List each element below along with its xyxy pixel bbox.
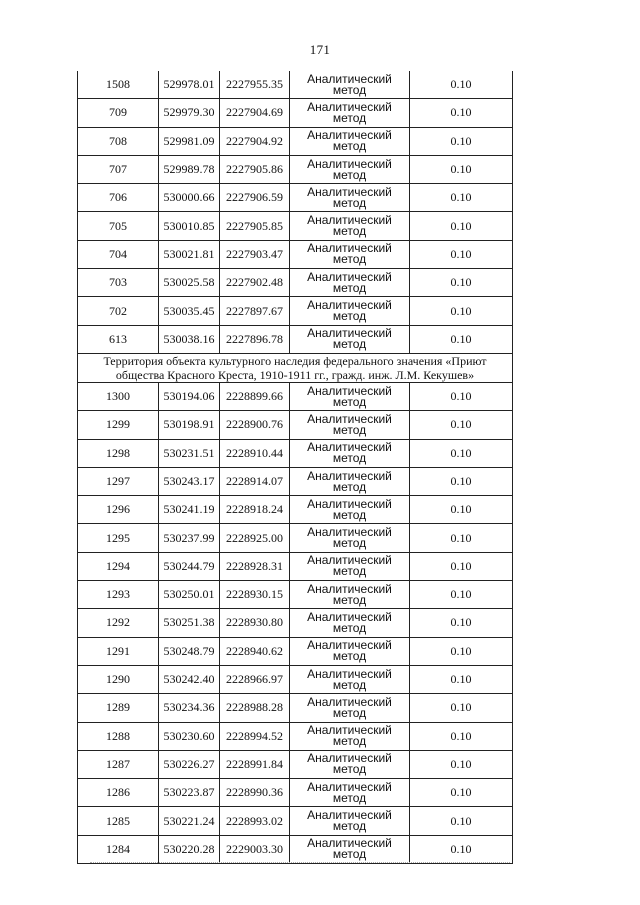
method-cell	[290, 524, 410, 552]
method-line2: метод	[332, 167, 367, 182]
method-cell	[290, 467, 410, 495]
x-coordinate-cell: 530243.17	[159, 467, 220, 495]
precision-cell: 0.10	[410, 269, 513, 297]
table-row	[78, 609, 513, 637]
table-row	[78, 240, 513, 268]
method-line1: Аналитический	[307, 383, 392, 398]
y-coordinate-cell: 2227904.69	[220, 99, 290, 127]
section-title-line2: общества Красного Креста, 1910-1911 гг., гражд. инж. Л.М. Кекушев»	[115, 367, 475, 382]
point-number-cell: 709	[78, 99, 159, 127]
table-body-bottom	[78, 382, 513, 863]
y-coordinate-cell: 2228991.84	[220, 750, 290, 778]
precision-cell: 0.10	[410, 665, 513, 693]
method-line1: Аналитический	[307, 609, 392, 624]
precision-cell: 0.10	[410, 496, 513, 524]
method-cell	[290, 439, 410, 467]
y-coordinate-cell: 2228930.80	[220, 609, 290, 637]
x-coordinate-cell: 530194.06	[159, 382, 220, 410]
method-line1: Аналитический	[307, 836, 392, 851]
x-coordinate-cell: 529978.01	[159, 71, 220, 99]
method-line1: Аналитический	[307, 666, 392, 681]
x-coordinate-cell: 529979.30	[159, 99, 220, 127]
method-line2: метод	[332, 762, 367, 777]
point-number-cell: 1300	[78, 382, 159, 410]
method-line2: метод	[332, 139, 367, 154]
y-coordinate-cell: 2228928.31	[220, 552, 290, 580]
coordinates-table	[77, 71, 513, 864]
method-line1: Аналитический	[307, 184, 392, 199]
method-line1: Аналитический	[307, 99, 392, 114]
table-row	[78, 750, 513, 778]
precision-cell: 0.10	[410, 411, 513, 439]
precision-cell: 0.10	[410, 694, 513, 722]
point-number-cell: 1285	[78, 807, 159, 835]
precision-cell: 0.10	[410, 99, 513, 127]
point-number-cell: 704	[78, 240, 159, 268]
precision-cell: 0.10	[410, 722, 513, 750]
y-coordinate-cell: 2227906.59	[220, 184, 290, 212]
point-number-cell: 1298	[78, 439, 159, 467]
table-row	[78, 439, 513, 467]
precision-cell: 0.10	[410, 127, 513, 155]
precision-cell: 0.10	[410, 184, 513, 212]
page-number: 171	[309, 42, 331, 57]
method-line2: метод	[332, 677, 367, 692]
method-cell	[290, 127, 410, 155]
y-coordinate-cell: 2228966.97	[220, 665, 290, 693]
x-coordinate-cell: 530237.99	[159, 524, 220, 552]
precision-cell: 0.10	[410, 240, 513, 268]
table-row	[78, 835, 513, 863]
point-number-cell: 1291	[78, 637, 159, 665]
method-line2: метод	[332, 224, 367, 239]
method-cell	[290, 637, 410, 665]
method-line2: метод	[332, 507, 367, 522]
method-cell	[290, 835, 410, 863]
table-row	[78, 779, 513, 807]
method-cell	[290, 552, 410, 580]
y-coordinate-cell: 2227905.85	[220, 212, 290, 240]
point-number-cell: 1508	[78, 71, 159, 99]
y-coordinate-cell: 2228925.00	[220, 524, 290, 552]
table-row	[78, 325, 513, 353]
precision-cell: 0.10	[410, 71, 513, 99]
point-number-cell: 1293	[78, 581, 159, 609]
y-coordinate-cell: 2228914.07	[220, 467, 290, 495]
method-line1: Аналитический	[307, 213, 392, 228]
y-coordinate-cell: 2228910.44	[220, 439, 290, 467]
method-line1: Аналитический	[307, 440, 392, 455]
method-cell	[290, 665, 410, 693]
point-number-cell: 1292	[78, 609, 159, 637]
method-line1: Аналитический	[307, 269, 392, 284]
table-row	[78, 71, 513, 99]
x-coordinate-cell: 530000.66	[159, 184, 220, 212]
table-row	[78, 155, 513, 183]
table-row	[78, 665, 513, 693]
y-coordinate-cell: 2228994.52	[220, 722, 290, 750]
scan-artifact-line	[90, 862, 510, 867]
point-number-cell: 702	[78, 297, 159, 325]
x-coordinate-cell: 530198.91	[159, 411, 220, 439]
precision-cell: 0.10	[410, 807, 513, 835]
y-coordinate-cell: 2228990.36	[220, 779, 290, 807]
method-line2: метод	[332, 337, 367, 352]
method-cell	[290, 240, 410, 268]
y-coordinate-cell: 2227902.48	[220, 269, 290, 297]
y-coordinate-cell: 2228993.02	[220, 807, 290, 835]
method-line1: Аналитический	[307, 808, 392, 823]
x-coordinate-cell: 530251.38	[159, 609, 220, 637]
method-line1: Аналитический	[307, 496, 392, 511]
section-header	[78, 353, 513, 382]
x-coordinate-cell: 530234.36	[159, 694, 220, 722]
point-number-cell: 1296	[78, 496, 159, 524]
precision-cell: 0.10	[410, 155, 513, 183]
x-coordinate-cell: 530025.58	[159, 269, 220, 297]
table-body-top	[78, 71, 513, 353]
method-line2: метод	[332, 422, 367, 437]
method-line2: метод	[332, 110, 367, 125]
table-row	[78, 552, 513, 580]
section-title-line1: Территория объекта культурного наследия федерального значения «Приют	[103, 353, 487, 368]
method-line2: метод	[332, 82, 367, 97]
table-row	[78, 581, 513, 609]
x-coordinate-cell: 530038.16	[159, 325, 220, 353]
method-line1: Аналитический	[307, 581, 392, 596]
table-row	[78, 694, 513, 722]
x-coordinate-cell: 529989.78	[159, 155, 220, 183]
table-row	[78, 99, 513, 127]
method-cell	[290, 581, 410, 609]
y-coordinate-cell: 2228900.76	[220, 411, 290, 439]
method-line2: метод	[332, 280, 367, 295]
x-coordinate-cell: 530035.45	[159, 297, 220, 325]
method-line1: Аналитический	[307, 553, 392, 568]
point-number-cell: 1295	[78, 524, 159, 552]
x-coordinate-cell: 530223.87	[159, 779, 220, 807]
section-title-row	[78, 353, 513, 382]
method-cell	[290, 722, 410, 750]
method-line1: Аналитический	[307, 298, 392, 313]
method-line2: метод	[332, 819, 367, 834]
method-line2: метод	[332, 394, 367, 409]
table-row	[78, 297, 513, 325]
method-cell	[290, 297, 410, 325]
point-number-cell: 1289	[78, 694, 159, 722]
precision-cell: 0.10	[410, 439, 513, 467]
x-coordinate-cell: 530248.79	[159, 637, 220, 665]
method-line1: Аналитический	[307, 128, 392, 143]
method-cell	[290, 382, 410, 410]
method-line1: Аналитический	[307, 411, 392, 426]
precision-cell: 0.10	[410, 212, 513, 240]
method-line1: Аналитический	[307, 751, 392, 766]
method-cell	[290, 184, 410, 212]
x-coordinate-cell: 530244.79	[159, 552, 220, 580]
y-coordinate-cell: 2227897.67	[220, 297, 290, 325]
table-row	[78, 496, 513, 524]
point-number-cell: 613	[78, 325, 159, 353]
y-coordinate-cell: 2228988.28	[220, 694, 290, 722]
method-line2: метод	[332, 620, 367, 635]
method-line2: метод	[332, 252, 367, 267]
precision-cell: 0.10	[410, 779, 513, 807]
table-row	[78, 269, 513, 297]
method-line1: Аналитический	[307, 723, 392, 738]
table-row	[78, 382, 513, 410]
point-number-cell: 707	[78, 155, 159, 183]
table-row	[78, 212, 513, 240]
x-coordinate-cell: 530010.85	[159, 212, 220, 240]
table-row	[78, 467, 513, 495]
precision-cell: 0.10	[410, 467, 513, 495]
point-number-cell: 708	[78, 127, 159, 155]
table-row	[78, 524, 513, 552]
table-row	[78, 127, 513, 155]
method-cell	[290, 411, 410, 439]
y-coordinate-cell: 2228940.62	[220, 637, 290, 665]
point-number-cell: 705	[78, 212, 159, 240]
method-line2: метод	[332, 649, 367, 664]
point-number-cell: 1287	[78, 750, 159, 778]
method-line2: метод	[332, 734, 367, 749]
precision-cell: 0.10	[410, 750, 513, 778]
method-line1: Аналитический	[307, 156, 392, 171]
y-coordinate-cell: 2227896.78	[220, 325, 290, 353]
point-number-cell: 1290	[78, 665, 159, 693]
table-row	[78, 411, 513, 439]
method-line2: метод	[332, 564, 367, 579]
x-coordinate-cell: 530250.01	[159, 581, 220, 609]
y-coordinate-cell: 2227955.35	[220, 71, 290, 99]
method-line2: метод	[332, 451, 367, 466]
method-line1: Аналитический	[307, 525, 392, 540]
method-line2: метод	[332, 847, 367, 862]
method-line2: метод	[332, 479, 367, 494]
y-coordinate-cell: 2229003.30	[220, 835, 290, 863]
table-row	[78, 637, 513, 665]
point-number-cell: 1294	[78, 552, 159, 580]
precision-cell: 0.10	[410, 524, 513, 552]
method-cell	[290, 609, 410, 637]
y-coordinate-cell: 2228930.15	[220, 581, 290, 609]
precision-cell: 0.10	[410, 552, 513, 580]
table-row	[78, 807, 513, 835]
point-number-cell: 706	[78, 184, 159, 212]
method-line2: метод	[332, 309, 367, 324]
y-coordinate-cell: 2228899.66	[220, 382, 290, 410]
method-line2: метод	[332, 536, 367, 551]
x-coordinate-cell: 530220.28	[159, 835, 220, 863]
point-number-cell: 1297	[78, 467, 159, 495]
x-coordinate-cell: 529981.09	[159, 127, 220, 155]
point-number-cell: 703	[78, 269, 159, 297]
table-row	[78, 184, 513, 212]
method-cell	[290, 212, 410, 240]
precision-cell: 0.10	[410, 581, 513, 609]
method-line2: метод	[332, 705, 367, 720]
x-coordinate-cell: 530231.51	[159, 439, 220, 467]
method-line1: Аналитический	[307, 779, 392, 794]
method-line2: метод	[332, 195, 367, 210]
precision-cell: 0.10	[410, 297, 513, 325]
y-coordinate-cell: 2228918.24	[220, 496, 290, 524]
point-number-cell: 1286	[78, 779, 159, 807]
x-coordinate-cell: 530226.27	[159, 750, 220, 778]
y-coordinate-cell: 2227903.47	[220, 240, 290, 268]
method-cell	[290, 71, 410, 99]
method-cell	[290, 694, 410, 722]
method-cell	[290, 750, 410, 778]
method-line2: метод	[332, 790, 367, 805]
method-line1: Аналитический	[307, 241, 392, 256]
precision-cell: 0.10	[410, 382, 513, 410]
x-coordinate-cell: 530242.40	[159, 665, 220, 693]
x-coordinate-cell: 530221.24	[159, 807, 220, 835]
point-number-cell: 1299	[78, 411, 159, 439]
section-title	[78, 353, 513, 382]
method-cell	[290, 155, 410, 183]
method-cell	[290, 325, 410, 353]
table-row	[78, 722, 513, 750]
point-number-cell: 1284	[78, 835, 159, 863]
y-coordinate-cell: 2227905.86	[220, 155, 290, 183]
precision-cell: 0.10	[410, 637, 513, 665]
y-coordinate-cell: 2227904.92	[220, 127, 290, 155]
method-line1: Аналитический	[307, 638, 392, 653]
precision-cell: 0.10	[410, 609, 513, 637]
precision-cell: 0.10	[410, 325, 513, 353]
method-cell	[290, 807, 410, 835]
x-coordinate-cell: 530241.19	[159, 496, 220, 524]
method-line1: Аналитический	[307, 71, 392, 86]
method-line1: Аналитический	[307, 694, 392, 709]
point-number-cell: 1288	[78, 722, 159, 750]
method-cell	[290, 269, 410, 297]
method-line1: Аналитический	[307, 326, 392, 341]
method-cell	[290, 496, 410, 524]
method-line2: метод	[332, 592, 367, 607]
x-coordinate-cell: 530021.81	[159, 240, 220, 268]
method-line1: Аналитический	[307, 468, 392, 483]
x-coordinate-cell: 530230.60	[159, 722, 220, 750]
method-cell	[290, 99, 410, 127]
method-cell	[290, 779, 410, 807]
precision-cell: 0.10	[410, 835, 513, 863]
